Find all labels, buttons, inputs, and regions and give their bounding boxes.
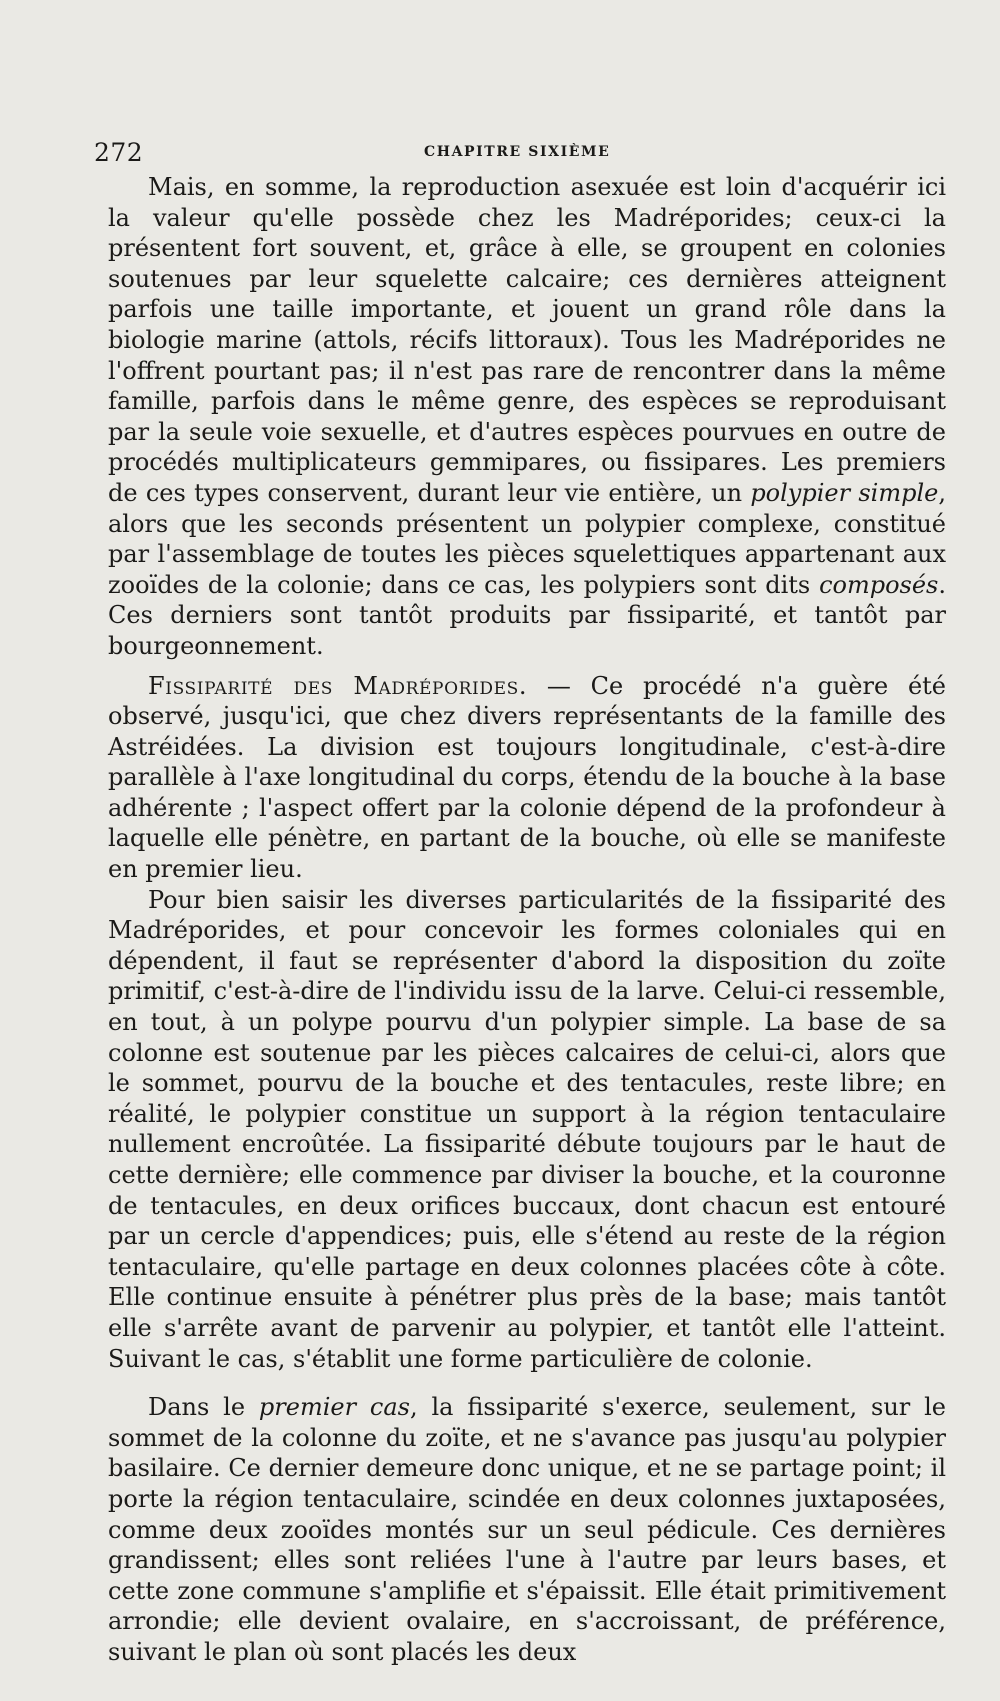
emphasis-premier-cas: premier cas [258, 1393, 410, 1422]
page-number: 272 [94, 138, 144, 167]
paragraph-text: Pour bien saisir les diverses particularités de la fissiparité des Madréporides, et pour concevoir les formes coloniales qui en dépendent, il faut se représenter d'abord la disposition du zoïte primitif, c'est-à-dire de l'individu issu de la larve. Celui-ci ressemble, en tout, à un polype pourvu d'un polypier simple. La base de sa colonne est soutenue par les pièces calcaires de celui-ci, alors que le sommet, pourvu de la bouche et des tentacules, reste libre; en réalité, le polypier constitue un support à la région tentaculaire nullement encroûtée. La fissiparité débute toujours par le haut de cette dernière; elle commence par diviser la bouche, et la couronne de tentacules, en deux orifices buccaux, dont chacun est entouré par un cercle d'appendices; puis, elle s'étend au reste de la région tentaculaire, qu'elle partage en deux colonnes placées côte à côte. Elle continue ensuite à pénétrer plus près de la base; mais tantôt elle s'arrête avant de parvenir au polypier, et tantôt elle l'atteint. Suivant le cas, s'établit une forme particulière de colonie. [108, 885, 946, 1373]
paragraph-text: , la fissiparité s'exerce, seulement, sur le sommet de la colonne du zoïte, et ne s'avance pas jusqu'au polypier basilaire. Ce dernier demeure donc unique, et ne se partage point; il porte la région tentaculaire, scindée en deux colonnes juxtaposées, comme deux zooïdes montés sur un seul pédicule. Ces dernières grandissent; elles sont reliées l'une à l'autre par leurs bases, et cette zone commune s'amplifie et s'épaissit. Elle était primitivement arrondie; elle devient ovalaire, en s'accroissant, de préférence, suivant le plan où sont placés les deux [108, 1393, 946, 1666]
section-heading: Fissiparité des Madréporides. [148, 671, 528, 700]
paragraph-zoite-primitif [108, 885, 946, 1375]
paragraph-text: — Ce procédé n'a guère été observé, jusqu'ici, que chez divers représentants de la famille des Astréidées. La division est toujours longitudinale, c'est-à-dire parallèle à l'axe longitudinal du corps, étendu de la bouche à la base adhérente ; l'aspect offert par la colonie dépend de la profondeur à laquelle elle pénètre, en partant de la bouche, où elle se manifeste en premier lieu. [108, 671, 946, 884]
paragraph-premier-cas [108, 1392, 946, 1667]
emphasis-composes: composés [819, 570, 939, 599]
paragraph-text: . Ces derniers sont tantôt produits par fissiparité, et tantôt par bourgeonnement. [108, 570, 946, 660]
paragraph-text: Dans le [148, 1393, 259, 1422]
paragraph-text: , alors que les seconds présentent un polypier complexe, constitué par l'assemblage de toutes les pièces squelettiques appartenant aux zooïdes de la colonie; dans ce cas, les polypiers sont dits [108, 478, 946, 599]
paragraph-text: Mais, en somme, la reproduction asexuée est loin d'acquérir ici la valeur qu'elle possède chez les Madréporides; ceux-ci la présentent fort souvent, et, grâce à elle, se groupent en colonies soutenues par leur squelette calcaire; ces dernières atteignent parfois une taille importante, et jouent un grand rôle dans la biologie marine (attols, récifs littoraux). Tous les Madréporides ne l'offrent pourtant pas; il n'est pas rare de rencontrer dans la même famille, parfois dans le même genre, des espèces se reproduisant par la seule voie sexuelle, et d'autres espèces pourvues en outre de procédés multiplicateurs gemmipares, ou fissipares. Les premiers de ces types conservent, durant leur vie entière, un [108, 173, 946, 507]
paragraph-asexual-reproduction [108, 172, 946, 662]
body-text [108, 172, 946, 1668]
paragraph-fissiparite [108, 671, 946, 885]
emphasis-polypier-simple: polypier simple [750, 478, 939, 507]
page-header [94, 138, 950, 168]
running-head: CHAPITRE SIXIÈME [424, 144, 611, 160]
